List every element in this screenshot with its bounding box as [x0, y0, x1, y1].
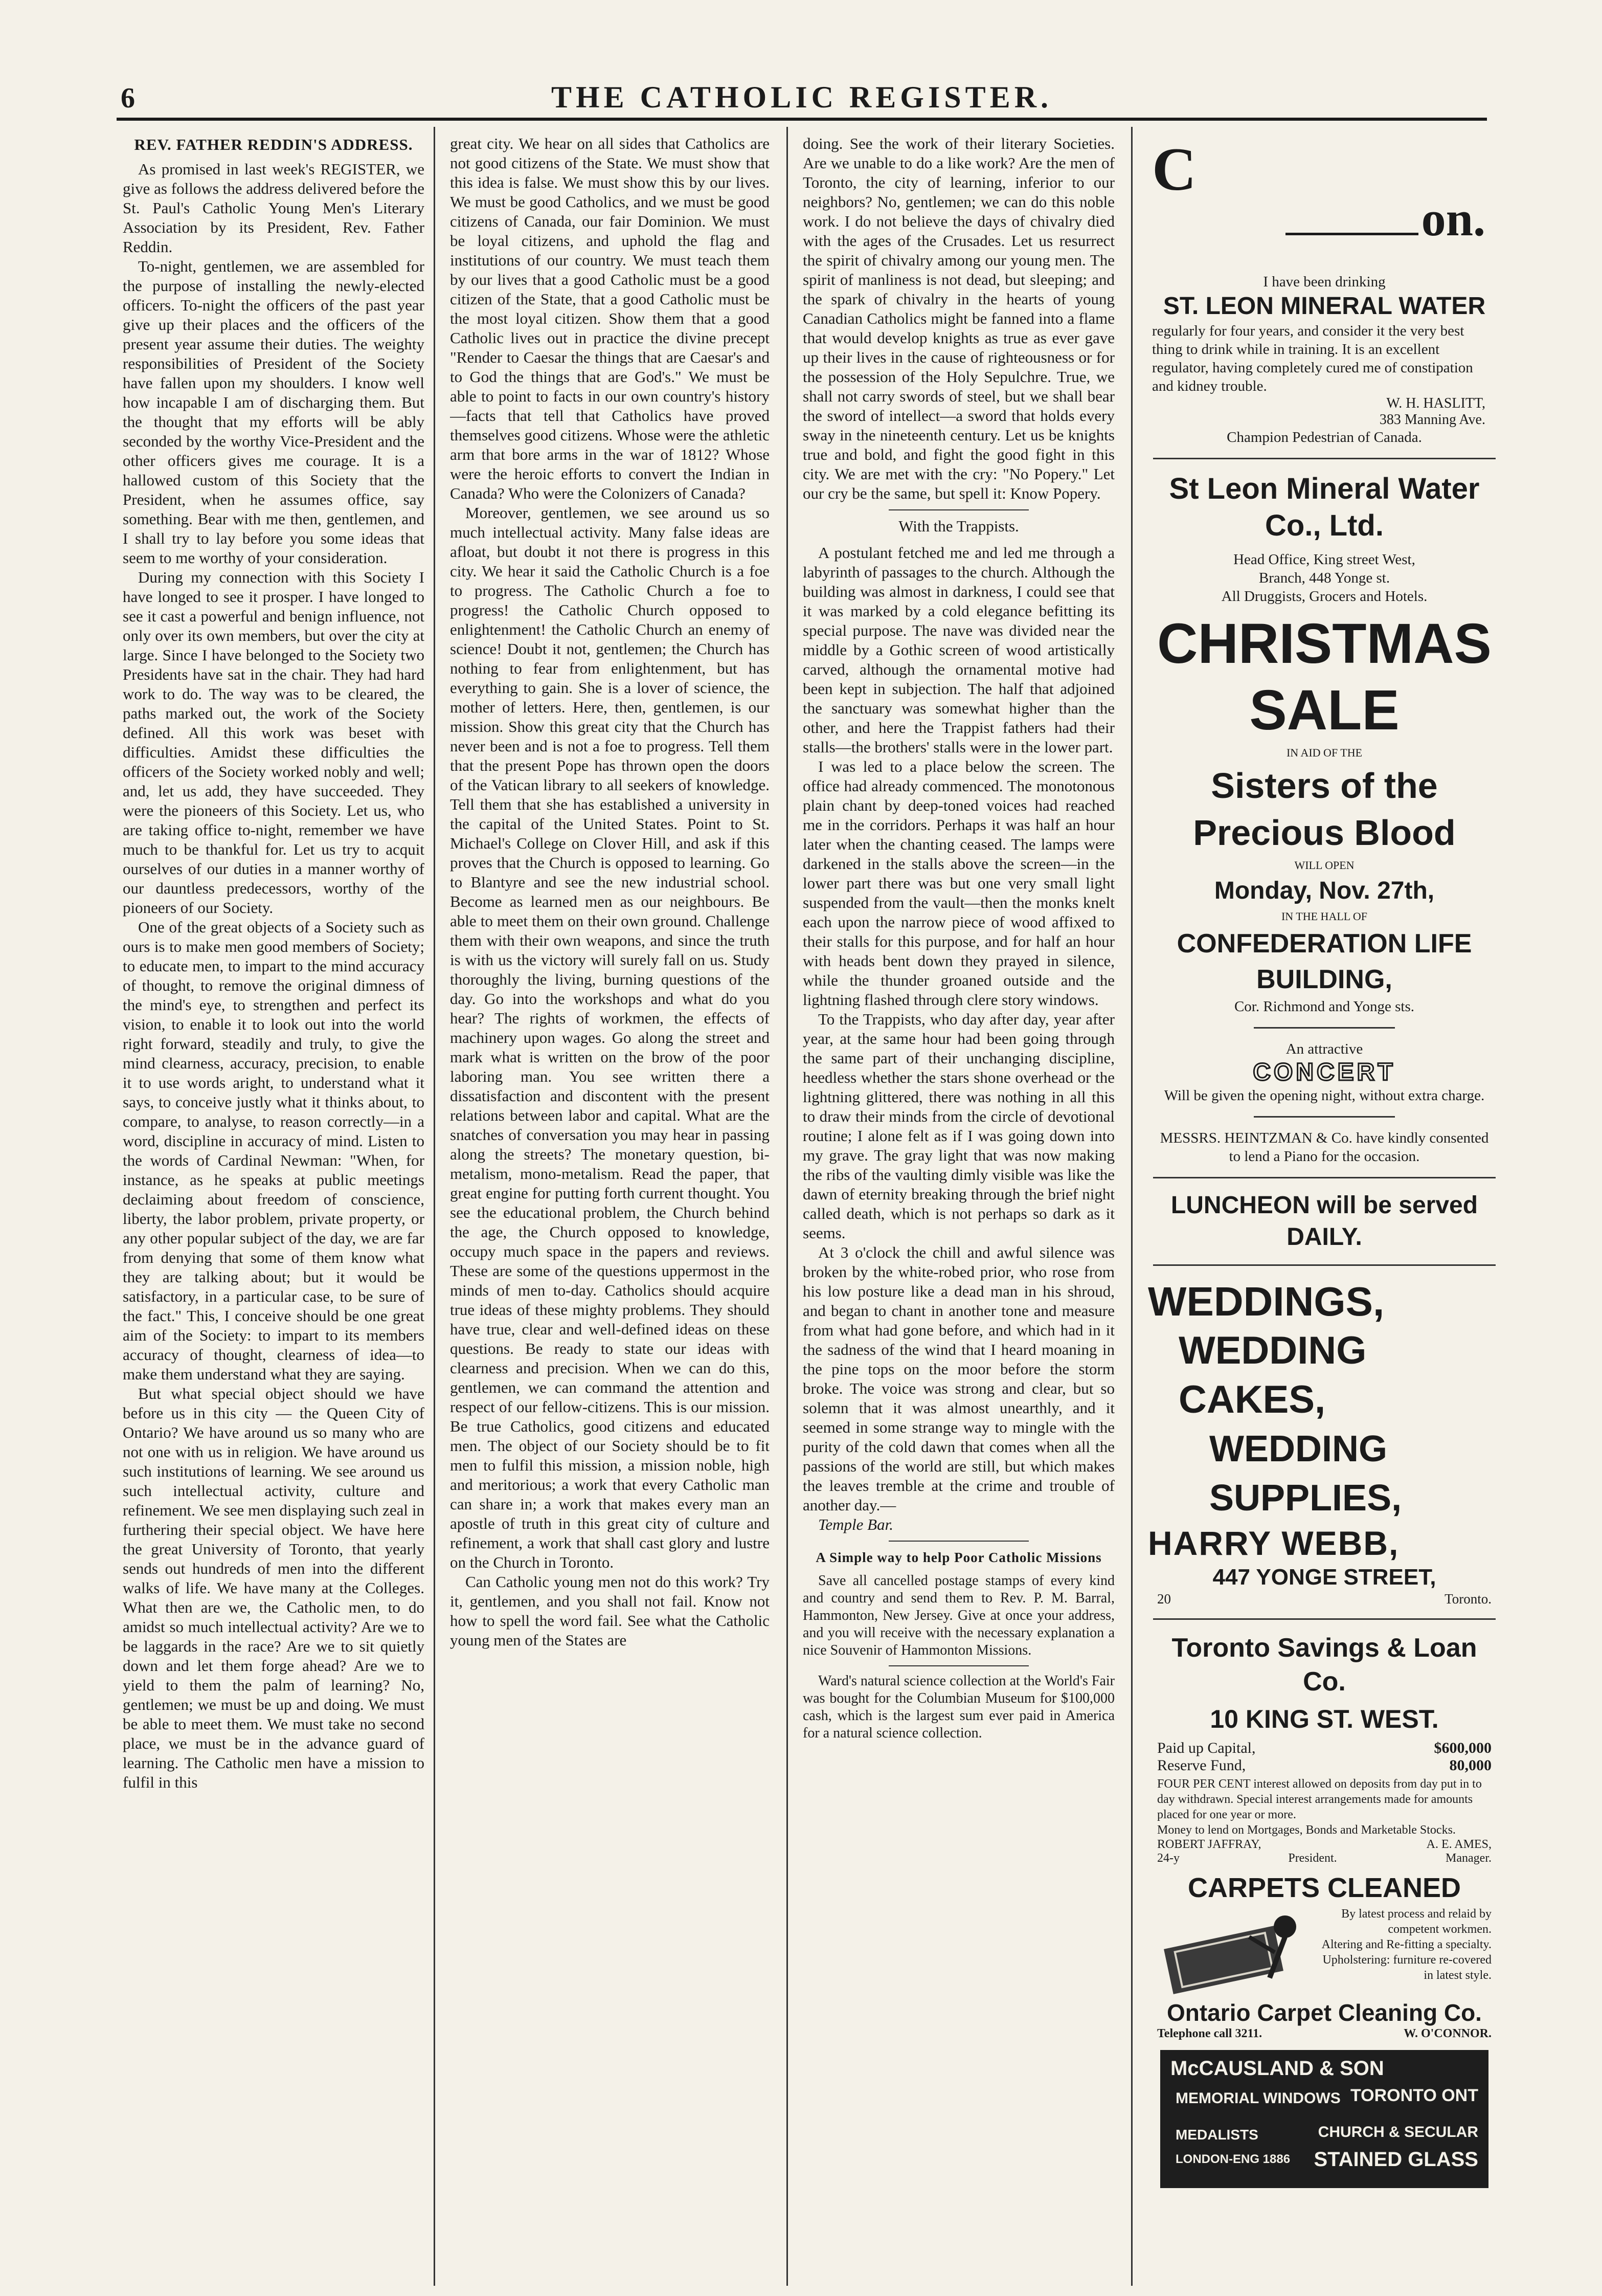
concert-intro: An attractive — [1285, 1041, 1363, 1057]
sale-in-hall: IN THE HALL OF — [1281, 910, 1368, 923]
paragraph: One of the great objects of a Society such as ours is to make men good members of Society; to educate men, to impart to the mind accuracy of thought, to remove the original dimness of the mind's eye, to strengthen and perfect its vision, to enable it to look out into the world right forward, steadily and truly, to give the mind clearness, accuracy, precision, to enable it to use words aright, to understand what it says, to conceive justly what it thinks about, to compare, to analyse, to reason correctly—in a word, discipline in accuracy of mind. Listen to the words of Cardinal Newman: "When, for instance, as he speaks at public meetings declaiming about freedom of conscience, liberty, the labor problem, private property, or any other popular subject of the day, we are far from denying that some of them know what they are talking about; but it would be satisfactory, in a particular case, to be sure of the fact." This, I conceive should be one great aim of the Society: to impart to its members accuracy of thought, clearness of idea—to make them understand what they are saying. — [123, 918, 424, 1383]
webb-footer — [1148, 1591, 1501, 1607]
concert-title: CONCERT — [1253, 1059, 1396, 1086]
paragraph: During my connection with this Society I have longed to see it prosper. I have longed to see it cast a powerful and benign influence, not only over its own members, but over the city at large. Since I have belonged to the Society two Presidents have sat in the chair. They had hard work to do. The way was to be cleared, the paths marked out, the work of the Society defined. All this work was beset with difficulties. Amidst these difficulties the officers of the Society worked nobly and well; and, let us add, they have succeeded. They were the pioneers of this Society. Let us, who are taking office to-night, remember we have much to be thankful for. Let us try to acquit ourselves of our duties in a manner worthy of our dauntless predecessors, worthy of the pioneers of our Society. — [123, 568, 424, 917]
company-sellers: All Druggists, Grocers and Hotels. — [1221, 588, 1428, 605]
concert-note: Will be given the opening night, without extra charge. — [1164, 1087, 1485, 1104]
ad-header-cap: C — [1152, 135, 1197, 203]
loan-note: Money to lend on Mortgages, Bonds and Marketable Stocks. — [1157, 1823, 1456, 1837]
savings-address: 10 KING ST. WEST. — [1210, 1705, 1439, 1733]
divider — [1153, 1177, 1496, 1178]
reserve-row — [1148, 1757, 1501, 1774]
carpets-text-3: Upholstering: furniture re-covered in latest style. — [1322, 1953, 1492, 1982]
sale-title: CHRISTMAS SALE — [1157, 612, 1492, 742]
weddings-line-3: WEDDING SUPPLIES, — [1209, 1429, 1402, 1519]
sale-beneficiary: Sisters of the Precious Blood — [1193, 766, 1456, 853]
paragraph: But what special object should we have before us in this city — the Queen City of Ontario? We have around us so many who are not one with us in religion. We have around us such institutions of learning. We see around us such intellectual activity, culture and refinement. We see men displaying such zeal in furthering their special object. We have here the great University of Toronto, that yearly sends out hundreds of men into the different walks of life. We have many at the Colleges. What then are we, the Catholic men, to do amidst so much intellectual activity? Are we to be laggards in the race? Are we to sit quietly down and let them forge ahead? Are we to yield to them the palm of learning? No, gentlemen; we must be up and doing. We must be able to meet them. We must take no second place, we must be in the advance guard of learning. The Catholic men have a mission to fulfil in this — [123, 1385, 424, 1791]
company-name: St Leon Mineral Water Co., Ltd. — [1169, 472, 1480, 542]
stained-glass-banner — [1160, 2050, 1488, 2188]
president-title: President. — [1288, 1852, 1337, 1865]
officers-title-row — [1148, 1852, 1501, 1865]
divider — [889, 1665, 1029, 1666]
paragraph: I was led to a place below the screen. The office had already commenced. The monotonous plain chant by deep-toned voices had reached me in the corridors. Perhaps it was half an hour later when the chanting ceased. The lamps were darkened in the stalls above the screen—in the lower part there was but one very small light suspended from the vault—then the monks knelt each upon the narrow piece of wood affixed to their stalls for this purpose, and for half an hour with heads bent down they prayed in silence, while the thunder groaned outside and the lightning flashed through clere story windows. — [803, 757, 1115, 1009]
page-number: 6 — [121, 82, 135, 114]
weddings-line-1: WEDDINGS, — [1148, 1279, 1385, 1324]
carpets-title: CARPETS CLEANED — [1187, 1873, 1461, 1903]
notice-text: Ward's natural science collection at the World's Fair was bought for the Columbian Museum for $100,000 cash, which is the largest sum ever paid in America for a natural science collection. — [803, 1673, 1115, 1741]
banner-stained: STAINED GLASS — [1314, 2148, 1478, 2171]
testimonial-title: Champion Pedestrian of Canada. — [1227, 429, 1422, 445]
manager-name: A. E. AMES, — [1426, 1838, 1492, 1851]
manager-title: Manager. — [1446, 1852, 1492, 1865]
paragraph: great city. We hear on all sides that Catholics are not good citizens of the State. We must show that this idea is false. We must show this by our lives. We must be good Catholics, and we must be good citizens of Canada, our fair Dominion. We must be loyal citizens, and uphold the flag and institutions of our country. We must teach them by our lives that a good Catholic must be a good citizen of the State, that a good Catholic must be the most loyal citizen. Show them that a good Catholic lives out in practice the divine precept "Render to Caesar the things that are Caesar's and to God the things that are God's." We must be able to point to facts in our own country's history—facts that tell that Catholics have proved themselves good citizens. Whose were the athletic arm that bore arms in the war of 1812? Whose were the heroic efforts to convert the Indian in Canada? Who were the Colonizers of Canada? — [450, 135, 770, 502]
carpet-company-footer — [1148, 2027, 1501, 2041]
webb-name: HARRY WEBB, — [1148, 1524, 1400, 1562]
company-head-office: Head Office, King street West, — [1233, 551, 1415, 568]
divider — [1153, 1264, 1496, 1266]
column-rule — [1131, 127, 1133, 2286]
newspaper-title: THE CATHOLIC REGISTER. — [551, 80, 1053, 114]
banner-maker: McCAUSLAND & SON — [1170, 2057, 1384, 2080]
masthead — [117, 77, 1487, 121]
luncheon-notice: LUNCHEON will be served DAILY. — [1170, 1192, 1478, 1251]
divider — [1254, 1027, 1395, 1029]
webb-address: 447 YONGE STREET, — [1212, 1565, 1436, 1590]
column-2 — [450, 134, 770, 2282]
testimonial-name: W. H. HASLITT, — [1386, 395, 1485, 411]
paragraph: To-night, gentlemen, we are assembled for the purpose of installing the newly-elected officers. To-night the officers of the past year give up their places and the officers of the present year assume their duties. The weighty responsibilities of President of the Society have fallen upon my shoulders. I know well how incapable I am of discharging them. But the thought that my efforts will be ably seconded by the worthy Vice-President and the other officers gives me courage. It is a hallowed custom of this Society that the President, when he assumes office, say something. Bear with me then, gentlemen, and I shall try to lay before you some ideas that seem to me worthy of your consideration. — [123, 257, 424, 567]
sale-in-aid: IN AID OF THE — [1286, 746, 1363, 759]
president-name: ROBERT JAFFRAY, — [1157, 1838, 1261, 1851]
carpet-company-phone: Telephone call 3211. — [1157, 2027, 1262, 2040]
reserve-label: Reserve Fund, — [1157, 1757, 1246, 1774]
column-rule — [786, 127, 788, 2286]
divider — [889, 509, 1029, 510]
carpets-body — [1148, 1906, 1501, 1998]
banner-london: LONDON-ENG 1886 — [1176, 2152, 1291, 2166]
paragraph: To the Trappists, who day after day, year after year, at the same hour had been going through the same part of their unchanging discipline, heedless whether the stars shone overhead or the lightning glittered, there was nothing in all this to draw their minds from the circle of devotional routine; I alone felt as if I was going down into my grave. The gray light that was now making the ribs of the vaulting dimly visible was like the dawn of eternity breaking through the brief night called death, which is not perhaps so dark as it seems. — [803, 1010, 1115, 1242]
sale-will-open: WILL OPEN — [1294, 859, 1355, 872]
carpets-text-1: By latest process and relaid by competent workmen. — [1341, 1907, 1492, 1936]
notice-heading: A Simple way to help Poor Catholic Missions — [816, 1550, 1102, 1565]
paragraph: Can Catholic young men not do this work? Try it, gentlemen, and you shall not fail. Know not how to spell the word fail. See what the Catholic young men of the States are — [450, 1573, 770, 1649]
officers-row — [1148, 1838, 1501, 1852]
testimonial-body: regularly for four years, and consider it the very best thing to drink while in training. It is an excellent regulator, having completely cured me of constipation and kidney trouble. — [1152, 323, 1473, 394]
column-rule — [434, 127, 435, 2286]
savings-name: Toronto Savings & Loan Co. — [1171, 1633, 1477, 1697]
company-branch: Branch, 448 Yonge st. — [1258, 570, 1390, 586]
carpets-text-2: Altering and Re-fitting a specialty. — [1321, 1938, 1492, 1951]
ad-header-tail — [1148, 190, 1485, 247]
divider — [1254, 1116, 1395, 1118]
capital-row — [1148, 1740, 1501, 1757]
piano-note: MESSRS. HEINTZMAN & Co. have kindly consented to lend a Piano for the occasion. — [1160, 1130, 1489, 1165]
notice-text: Save all cancelled postage stamps of every kind and country and send them to Rev. P. M. Barral, Hammonton, New Jersey. Give at once your address, and you will receive with the necessary explanation a nice Souvenir of Hammonton Missions. — [803, 1573, 1115, 1658]
carpets-text — [1311, 1906, 1492, 1983]
column-3 — [803, 134, 1115, 2282]
ad-header-text: on. — [1421, 191, 1485, 246]
carpet-company-owner: W. O'CONNOR. — [1404, 2027, 1492, 2040]
banner-church: CHURCH & SECULAR — [1318, 2124, 1478, 2141]
carpet-beater-illustration — [1157, 1906, 1311, 1998]
advertisements-column — [1148, 134, 1501, 2282]
article-heading: REV. FATHER REDDIN'S ADDRESS. — [134, 136, 413, 153]
paragraph: As promised in last week's REGISTER, we give as follows the address delivered before the St. Paul's Catholic Young Men's Literary Association by its President, Rev. Father Reddin. — [123, 160, 424, 256]
reserve-value: 80,000 — [1449, 1757, 1492, 1774]
banner-memorial: MEMORIAL WINDOWS — [1176, 2090, 1341, 2107]
capital-label: Paid up Capital, — [1157, 1740, 1256, 1756]
ad-code: 24-y — [1157, 1852, 1180, 1865]
paragraph: At 3 o'clock the chill and awful silence was broken by the white-robed prior, who rose from his low posture like a dead man in his shroud, and began to chant in another tone and measure from what had gone before, and which had in it the sadness of the wind that I heard moaning in the pine tops on the moor before the storm broke. The voice was strong and clear, but so solemn that it was almost unearthly, and it seemed in some strange way to mingle with the purity of the cold dawn that comes when all the passions of the world are still, but which makes the leaves tremble at the crime and trouble of another day.— — [803, 1243, 1115, 1514]
banner-medalists: MEDALISTS — [1176, 2127, 1258, 2143]
testimonial-address: 383 Manning Ave. — [1379, 412, 1485, 428]
capital-value: $600,000 — [1434, 1740, 1492, 1756]
article-heading: With the Trappists. — [898, 517, 1019, 535]
sale-venue: CONFEDERATION LIFE BUILDING, — [1177, 929, 1472, 994]
testimonial-intro: I have been drinking — [1263, 274, 1386, 290]
sale-address: Cor. Richmond and Yonge sts. — [1234, 998, 1415, 1015]
testimonial-product: ST. LEON MINERAL WATER — [1163, 293, 1486, 320]
weddings-line-2: WEDDING CAKES, — [1179, 1329, 1367, 1421]
paragraph: A postulant fetched me and led me through a labyrinth of passages to the church. Although the building was almost in darkness, I could see that it was marked by a cold elegance befitting its special purpose. The nave was divided near the middle by a Gothic screen of wood artistically carved, although the ornamental motive had been kept in subjection. The half that adjoined the sanctuary was somewhat higher than the other, and here the Trappist fathers had their stalls—the brothers' stalls were in the lower part. — [803, 544, 1115, 756]
blank-line — [1285, 233, 1418, 235]
divider — [1153, 458, 1496, 459]
paragraph: doing. See the work of their literary Societies. Are we unable to do a like work? Are the men of Toronto, the city of learning, inferior to our neighbors? No, gentlemen; we can do this noble work. I do not believe the days of chivalry died with the ages of the Crusades. Let us resurrect the spirit of chivalry among our young men. The spirit of manliness is not dead, but sleeping; and the spark of chivalry in the hearts of young Canadian Catholics might be fanned into a flame that would develop knights as true as ever gave up their lives in the cause of righteousness or for the possession of the Holy Sepulchre. True, we shall not carry swords of steel, but we shall bear the sword of intellect—a sword that holds every sway in the nineteenth century. Let us be knights true and bold, and fight the good fight in this city. We are met with the cry: "No Popery." Let our cry be the same, but spell it: Know Popery. — [803, 135, 1115, 502]
divider — [1153, 1618, 1496, 1620]
paragraph: Moreover, gentlemen, we see around us so much intellectual activity. Many false ideas are afloat, but doubt it not there is progress in this city. We hear it said the Catholic Church is a foe to progress. The Catholic Church a foe to progress! the Catholic Church opposed to enlightenment! the Catholic Church an enemy of science! Doubt it not, gentlemen; the Church has nothing to fear from enlightenment, but has everything to gain. She is a lover of science, the mother of letters. Here, then, gentlemen, is our mission. Show this great city that the Church has never been and is not a foe to progress. Tell them that the present Pope has thrown open the doors of the Vatican library to all seekers of knowledge. Tell them that she has established a university in the capital of the United States. Point to St. Michael's College on Clover Hill, and ask if this proves that the Church is opposed to learning. Go to Blantyre and see the new industrial school. Become as learned men as our neighbours. Be able to meet them on their own ground. Challenge them with their own weapons, and since the truth is with us the victory will surely fall on us. Study thoroughly the living, burning questions of the day. Go into the workshops and what do you hear? The rights of workmen, the effects of machinery upon wages. Go along the street and mark what is written on the brow of the poor laboring man. You see written there a dissatisfaction and discontent with the present relations between labor and capital. What are the snatches of conversation you may hear in passing along the streets? The monetary question, bi-metalism, mono-metalism. Read the paper, that great engine for putting forth current thought. You see the educational problem, the Church behind the age, the Church opposed to knowledge, occupy much space in the papers and reviews. These are some of the questions uppermost in the minds of men to-day. Catholics should acquire true ideas of these mighty problems. They should have true, clear and well-defined ideas on these questions. Be ready to state our ideas with clearness and precision. When we can do this, gentlemen, we can command the attention and respect of our fellow-citizens. This is our mission. Be true Catholics, good citizens and educated men. The object of our Society should be to fit men to fulfil this mission, a mission noble, high and meritorious; a work that every Catholic man can share in; a work that makes every man an apostle of truth in this great city of culture and refinement, a work that shall cast glory and lustre on the Church in Toronto. — [450, 504, 770, 1571]
interest-note: FOUR PER CENT interest allowed on deposits from day put in to day withdrawn. Special interest arrangements made for amounts placed for one year or more. — [1157, 1777, 1482, 1821]
column-1 — [123, 134, 424, 2282]
banner-city: TORONTO ONT — [1350, 2086, 1478, 2105]
carpet-company-name: Ontario Carpet Cleaning Co. — [1167, 1999, 1482, 2026]
sale-date: Monday, Nov. 27th, — [1214, 877, 1435, 904]
source-credit: Temple Bar. — [818, 1515, 893, 1533]
webb-city: Toronto. — [1445, 1591, 1492, 1607]
divider — [889, 1541, 1029, 1542]
webb-number: 20 — [1157, 1591, 1171, 1607]
